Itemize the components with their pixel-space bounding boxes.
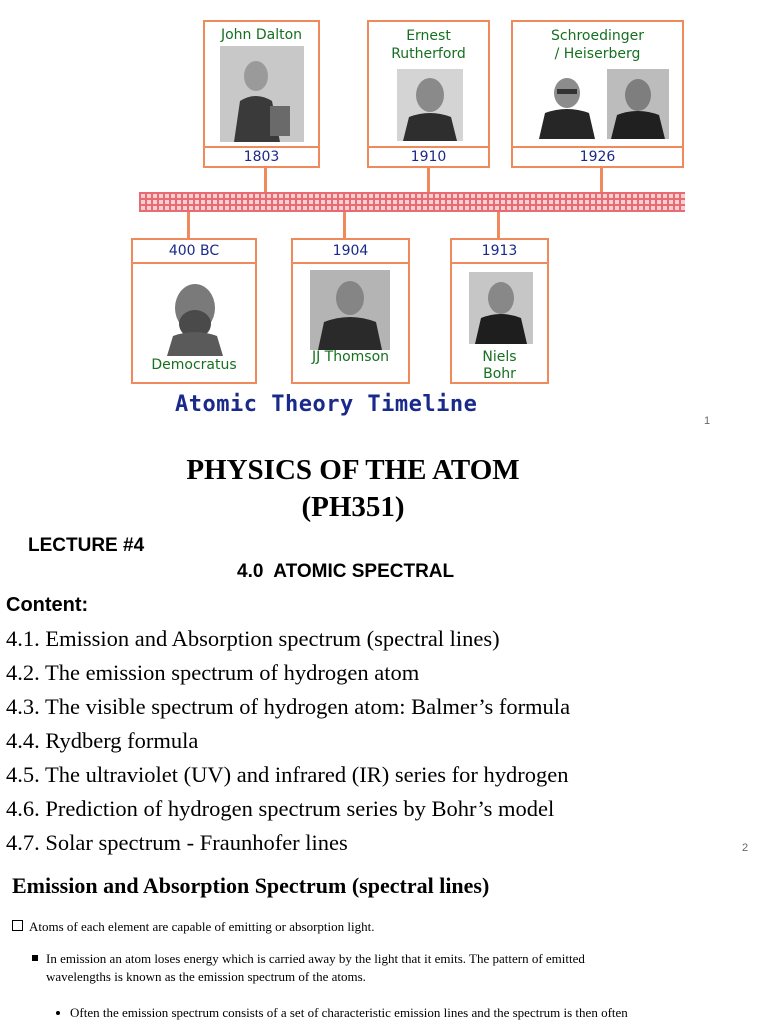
scientist-name: Bohr bbox=[483, 366, 516, 382]
bullet-text: Often the emission spectrum consists of a set of characteristic emission lines and the spectrum is then often bbox=[70, 1005, 628, 1020]
list-item: 4.5. The ultraviolet (UV) and infrared (IR) series for hydrogen bbox=[6, 762, 569, 787]
timeline-card-schroedinger bbox=[511, 20, 684, 168]
year-label: 1926 bbox=[579, 149, 616, 165]
content-label: Content: bbox=[6, 594, 89, 616]
list-item: 4.2. The emission spectrum of hydrogen atom bbox=[6, 660, 420, 685]
scientist-name: Democratus bbox=[151, 357, 237, 373]
bohr-portrait bbox=[469, 272, 533, 344]
timeline-card-thomson bbox=[291, 238, 410, 384]
schroedinger-portrait bbox=[533, 69, 601, 139]
connector-schroedinger bbox=[600, 168, 603, 192]
year-label: 1913 bbox=[481, 243, 518, 259]
thomson-portrait bbox=[310, 270, 390, 350]
timeline-card-bohr bbox=[450, 238, 549, 384]
list-item: 4.6. Prediction of hydrogen spectrum series by Bohr’s model bbox=[6, 796, 555, 821]
year-label: 1910 bbox=[410, 149, 447, 165]
democratus-bust bbox=[153, 276, 237, 356]
year-label: 400 BC bbox=[168, 243, 220, 259]
connector-democratus bbox=[187, 212, 190, 238]
page-number: 1 bbox=[704, 415, 711, 427]
timeline-title: Atomic Theory Timeline bbox=[175, 392, 478, 417]
dot-bullet-icon bbox=[56, 1011, 60, 1015]
scientist-name: Rutherford bbox=[391, 46, 466, 62]
checkbox-bullet-icon bbox=[12, 920, 23, 931]
square-bullet-icon bbox=[32, 955, 38, 961]
connector-dalton bbox=[264, 168, 267, 192]
scientist-name: / Heiserberg bbox=[554, 46, 641, 62]
lecture-number: LECTURE #4 bbox=[28, 535, 145, 556]
course-code: (PH351) bbox=[301, 491, 405, 523]
scientist-name: JJ Thomson bbox=[311, 349, 390, 365]
timeline-card-rutherford bbox=[367, 20, 490, 168]
heisenberg-portrait bbox=[607, 69, 669, 139]
section-title: Emission and Absorption Spectrum (spectral lines) bbox=[12, 873, 490, 898]
list-item: 4.4. Rydberg formula bbox=[6, 728, 199, 753]
timeline-card-dalton bbox=[203, 20, 320, 168]
contents-list bbox=[6, 622, 570, 860]
rutherford-portrait bbox=[397, 69, 463, 141]
year-label: 1803 bbox=[243, 149, 280, 165]
connector-thomson bbox=[343, 212, 346, 238]
page-title: PHYSICS OF THE ATOM bbox=[186, 454, 520, 486]
chapter-heading: 4.0 ATOMIC SPECTRAL bbox=[237, 561, 455, 582]
scientist-name: John Dalton bbox=[220, 27, 303, 43]
list-item: 4.7. Solar spectrum - Fraunhofer lines bbox=[6, 830, 348, 855]
page-number: 2 bbox=[742, 842, 749, 854]
connector-bohr bbox=[497, 212, 500, 238]
year-label: 1904 bbox=[332, 243, 369, 259]
list-item: 4.1. Emission and Absorption spectrum (spectral lines) bbox=[6, 626, 500, 651]
scientist-name: Niels bbox=[482, 349, 517, 365]
scientist-name: Schroedinger bbox=[551, 28, 644, 44]
bullet-text: In emission an atom loses energy which is carried away by the light that it emits. The pattern of emitted bbox=[46, 951, 585, 966]
bullet-text: wavelengths is known as the emission spectrum of the atoms. bbox=[46, 969, 366, 984]
dalton-portrait bbox=[220, 46, 304, 142]
bullet-item: Atoms of each element are capable of emitting or absorption light. bbox=[12, 918, 374, 935]
connector-rutherford bbox=[427, 168, 430, 192]
list-item: 4.3. The visible spectrum of hydrogen atom: Balmer’s formula bbox=[6, 694, 571, 719]
timeline-card-democratus bbox=[131, 238, 257, 384]
scientist-name: Ernest bbox=[406, 28, 451, 44]
timeline-bar bbox=[139, 192, 685, 212]
